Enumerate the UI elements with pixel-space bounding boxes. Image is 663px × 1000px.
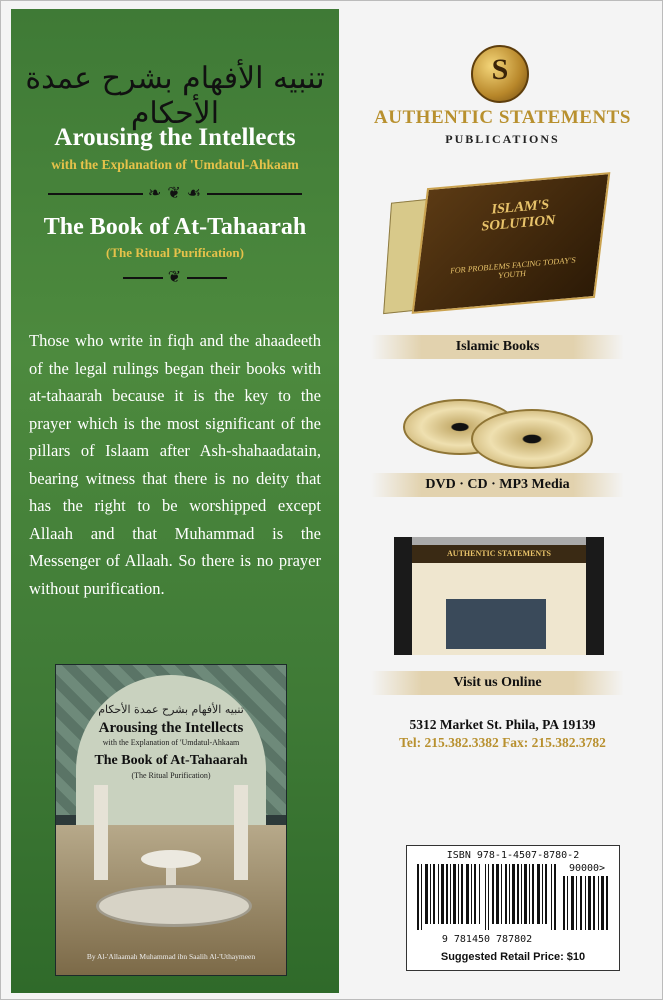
publisher-name: AUTHENTIC STATEMENTS	[374, 107, 631, 128]
address: 5312 Market St. Phila, PA 19139	[409, 717, 596, 732]
book-mockup-front: ISLAM'S SOLUTION FOR PROBLEMS FACING TODAY'S YOUTH	[412, 172, 611, 314]
disc-image	[471, 409, 593, 469]
thumb-author: By Al-'Allaamah Muhammad ibn Saalih Al-'Uthaymeen	[86, 952, 256, 961]
barcode-box	[406, 845, 620, 971]
ornament-divider: ❧ ❦ ☙	[11, 183, 339, 203]
isbn-text: ISBN 978-1-4507-8780-2	[446, 850, 580, 861]
subtitle: with the Explanation of 'Umdatul-Ahkaam	[51, 157, 299, 172]
visit-online-label: Visit us Online	[371, 671, 624, 695]
barcode-icon	[417, 864, 557, 930]
main-title: Arousing the Intellects	[54, 124, 296, 151]
front-cover-thumbnail	[55, 664, 287, 976]
arabic-title: تنبيه الأفهام بشرح عمدة الأحكام	[25, 61, 325, 131]
thumb-arabic-title: تنبيه الأفهام بشرح عمدة الأحكام	[98, 703, 244, 716]
publisher-sub: PUBLICATIONS	[445, 132, 560, 146]
ornament-flourish: ❦	[11, 267, 339, 287]
media-label: DVD · CD · MP3 Media	[371, 473, 624, 497]
thumb-book-subtitle: (The Ritual Purification)	[131, 771, 211, 780]
fountain-image	[141, 850, 201, 868]
left-green-panel	[11, 9, 339, 993]
phone-fax: Tel: 215.382.3382 Fax: 215.382.3782	[399, 735, 606, 750]
islamic-books-label: Islamic Books	[371, 335, 624, 359]
price-barcode-icon	[563, 876, 609, 930]
description-text: Those who write in fiqh and the ahaadeeth of the legal rulings began their books with at-tahaarah because it is the key to the prayer which is the most significant of the pillars of Islaam after Ash-shahaadatain, bearing witness that there is no deity that has the right to be worshipped except Allaah and that Muhammad is the Messenger of Allaah. So there is no prayer without purification.	[29, 331, 321, 598]
barcode-number: 9 781450 787802	[441, 934, 533, 945]
book-subtitle: (The Ritual Purification)	[106, 245, 244, 260]
thumb-book-title: The Book of At-Tahaarah	[94, 753, 248, 768]
book-title: The Book of At-Tahaarah	[43, 214, 307, 240]
thumb-title: Arousing the Intellects	[98, 720, 244, 736]
website-screenshot	[394, 537, 604, 655]
publisher-logo: S	[471, 45, 529, 103]
website-header: AUTHENTIC STATEMENTS	[412, 545, 586, 563]
retail-price: Suggested Retail Price: $10	[440, 951, 586, 963]
thumb-subtitle: with the Explanation of 'Umdatul-Ahkaam	[102, 738, 240, 747]
price-code: 90000>	[568, 863, 606, 874]
